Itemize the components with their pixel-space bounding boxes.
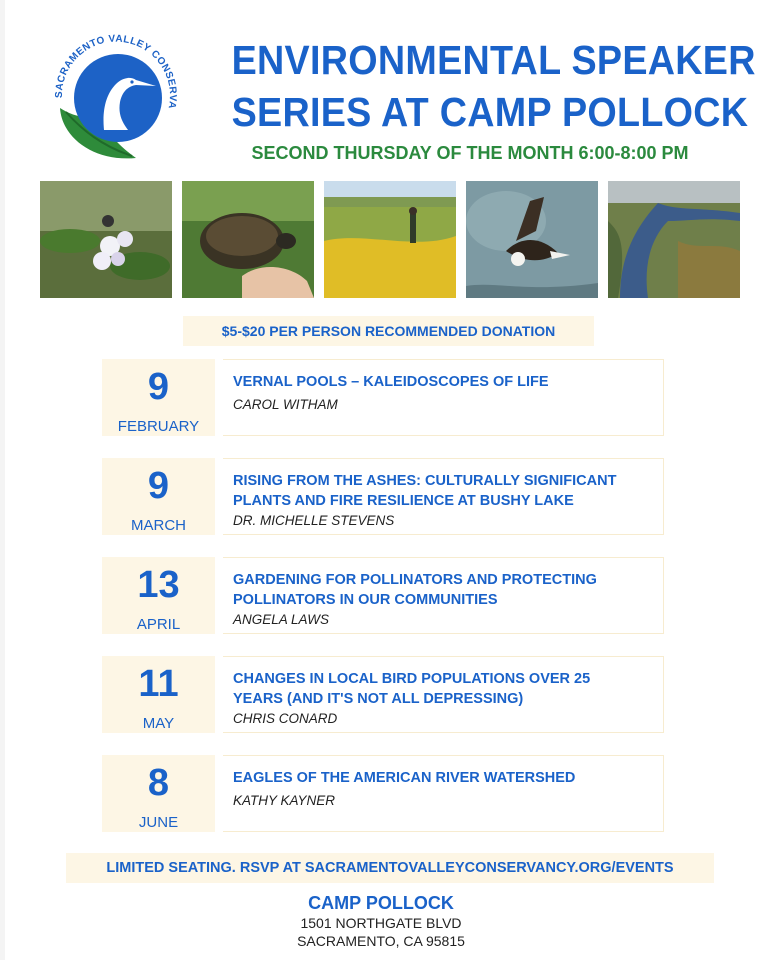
event-info <box>223 557 664 634</box>
photo-strip <box>40 181 740 299</box>
turtle-photo <box>182 181 314 298</box>
event-topic-line: YEARS (AND IT'S NOT ALL DEPRESSING) <box>233 691 524 707</box>
event-month: FEBRUARY <box>117 418 200 435</box>
meadow-photo <box>324 181 456 298</box>
event-month: MAY <box>142 715 175 732</box>
event-topic-line: RISING FROM THE ASHES: CULTURALLY SIGNIFICANT <box>233 473 617 489</box>
event-speaker: CAROL WITHAM <box>233 397 338 412</box>
event-info <box>223 458 664 535</box>
logo-arc-text: SACRAMENTO VALLEY CONSERVA <box>53 33 178 110</box>
event-topic <box>233 669 663 709</box>
page-title <box>231 34 756 138</box>
eagle-photo <box>466 181 598 298</box>
schedule-subtitle: SECOND THURSDAY OF THE MONTH 6:00-8:00 PM <box>251 143 689 163</box>
event-date <box>102 359 215 436</box>
event-speaker: ANGELA LAWS <box>233 612 330 627</box>
event-item <box>102 557 664 634</box>
event-date <box>102 755 215 832</box>
event-day: 11 <box>138 663 179 705</box>
event-info <box>223 755 664 832</box>
event-item <box>102 755 664 832</box>
event-topic-line: POLLINATORS IN OUR COMMUNITIES <box>233 592 498 608</box>
title-line-1: ENVIRONMENTAL SPEAKER <box>231 37 756 83</box>
venue-block <box>231 893 531 950</box>
venue-name: CAMP POLLOCK <box>308 893 454 913</box>
event-topic-line: CHANGES IN LOCAL BIRD POPULATIONS OVER 25 <box>233 671 591 687</box>
venue-address-line-1: 1501 NORTHGATE BLVD <box>300 915 462 931</box>
event-day: 9 <box>147 465 170 507</box>
event-item <box>102 458 664 535</box>
event-date <box>102 557 215 634</box>
event-info <box>223 656 664 733</box>
event-topic-line: PLANTS AND FIRE RESILIENCE AT BUSHY LAKE <box>233 493 574 509</box>
event-speaker: KATHY KAYNER <box>233 793 336 808</box>
donation-banner: $5-$20 PER PERSON RECOMMENDED DONATION <box>183 316 594 346</box>
event-topic <box>233 372 663 392</box>
event-speaker: DR. MICHELLE STEVENS <box>233 513 395 528</box>
event-list <box>102 359 664 854</box>
event-month: APRIL <box>136 616 181 633</box>
wildflower-photo <box>40 181 172 298</box>
event-info <box>223 359 664 436</box>
event-topic <box>233 471 663 511</box>
event-topic <box>233 570 663 610</box>
event-item <box>102 359 664 436</box>
event-day: 8 <box>147 762 170 804</box>
event-speaker: CHRIS CONARD <box>233 711 338 726</box>
rsvp-banner: LIMITED SEATING. RSVP AT SACRAMENTOVALLEYCONSERVANCY.ORG/EVENTS <box>66 853 714 883</box>
event-topic-line: VERNAL POOLS – KALEIDOSCOPES OF LIFE <box>233 374 549 390</box>
event-date <box>102 656 215 733</box>
event-item <box>102 656 664 733</box>
venue-address-line-2: SACRAMENTO, CA 95815 <box>297 933 465 949</box>
event-topic-line: GARDENING FOR POLLINATORS AND PROTECTING <box>233 572 597 588</box>
event-date <box>102 458 215 535</box>
event-topic <box>233 768 663 788</box>
conservancy-logo <box>52 30 178 166</box>
title-line-2: SERIES AT CAMP POLLOCK <box>231 89 749 135</box>
river-photo <box>608 181 740 298</box>
event-day: 9 <box>147 366 170 408</box>
page-edge <box>0 0 5 960</box>
event-month: JUNE <box>138 814 179 831</box>
event-topic-line: EAGLES OF THE AMERICAN RIVER WATERSHED <box>233 770 576 786</box>
event-month: MARCH <box>131 517 186 534</box>
event-day: 13 <box>137 564 180 606</box>
